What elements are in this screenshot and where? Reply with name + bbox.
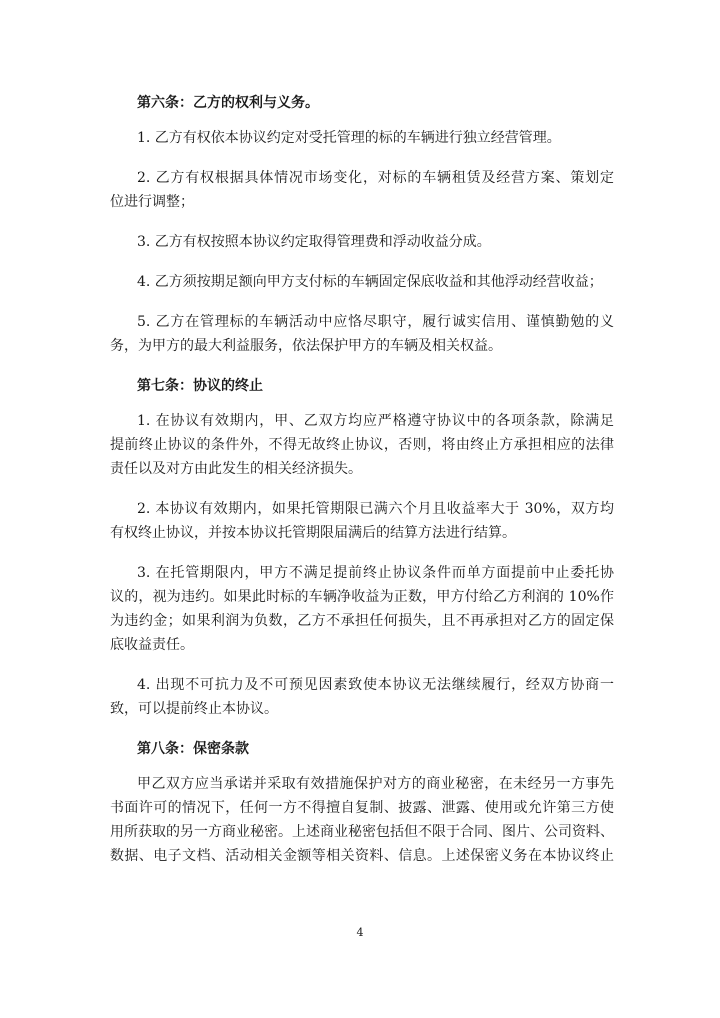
paragraph: [110, 673, 614, 721]
paragraph: [110, 409, 614, 481]
paragraph: [110, 497, 614, 545]
text-line: 责任以及对方由此发生的相关经济损失。: [110, 461, 362, 477]
text-line: 为违约金；如果利润为负数，乙方不承担任何损失，且不再承担对乙方的固定保: [110, 613, 614, 629]
text-line: 议的，视为违约。如果此时标的车辆净收益为正数，甲方付给乙方利润的 10%作: [110, 589, 614, 605]
paragraph: [110, 270, 614, 294]
article-section: [110, 374, 614, 721]
text-line: 致，可以提前终止本协议。: [110, 701, 278, 717]
paragraph: [110, 310, 614, 358]
article-section: [110, 737, 614, 868]
paragraph: [110, 166, 614, 214]
text-line: 4. 乙方须按期足额向甲方支付标的车辆固定保底收益和其他浮动经营收益；: [137, 274, 603, 290]
paragraph: [110, 230, 614, 254]
text-line: 有权终止协议，并按本协议托管期限届满后的结算方法进行结算。: [110, 525, 516, 541]
text-line: 务，为甲方的最大利益服务，依法保护甲方的车辆及相关权益。: [110, 338, 502, 354]
text-line: 数据、电子文档、活动相关金额等相关资料、信息。上述保密义务在本协议终止: [110, 848, 614, 864]
text-line: 甲乙双方应当承诺并采取有效措施保护对方的商业秘密，在未经另一方事先: [137, 776, 614, 792]
text-line: 3. 在托管期限内，甲方不满足提前终止协议条件而单方面提前中止委托协: [137, 565, 614, 581]
document-body: [110, 0, 614, 868]
text-line: 3. 乙方有权按照本协议约定取得管理费和浮动收益分成。: [137, 234, 491, 250]
text-line: 用所获取的另一方商业秘密。上述商业秘密包括但不限于合同、图片、公司资料、: [110, 824, 614, 840]
paragraph: [110, 126, 614, 150]
text-line: 2. 本协议有效期内，如果托管期限已满六个月且收益率大于 30%，双方均: [137, 501, 614, 517]
paragraph: [110, 772, 614, 868]
text-line: 提前终止协议的条件外，不得无故终止协议，否则，将由终止方承担相应的法律: [110, 437, 614, 453]
text-line: 书面许可的情况下，任何一方不得擅自复制、披露、泄露、使用或允许第三方使: [110, 800, 614, 816]
text-line: 1. 乙方有权依本协议约定对受托管理的标的车辆进行独立经营管理。: [137, 130, 561, 146]
article-section: [110, 91, 614, 358]
text-line: 底收益责任。: [110, 637, 194, 653]
page-number: 4: [356, 926, 364, 939]
article-heading: 第八条：保密条款: [137, 741, 249, 757]
text-line: 位进行调整；: [110, 194, 194, 210]
article-heading: 第七条：协议的终止: [137, 378, 263, 394]
text-line: 2. 乙方有权根据具体情况市场变化，对标的车辆租赁及经营方案、策划定: [137, 170, 614, 186]
paragraph: [110, 561, 614, 657]
text-line: 5. 乙方在管理标的车辆活动中应恪尽职守，履行诚实信用、谨慎勤勉的义: [137, 314, 614, 330]
text-line: 1. 在协议有效期内，甲、乙双方均应严格遵守协议中的各项条款，除满足: [137, 413, 614, 429]
text-line: 4. 出现不可抗力及不可预见因素致使本协议无法继续履行，经双方协商一: [137, 677, 614, 693]
article-heading: 第六条：乙方的权利与义务。: [137, 95, 319, 111]
